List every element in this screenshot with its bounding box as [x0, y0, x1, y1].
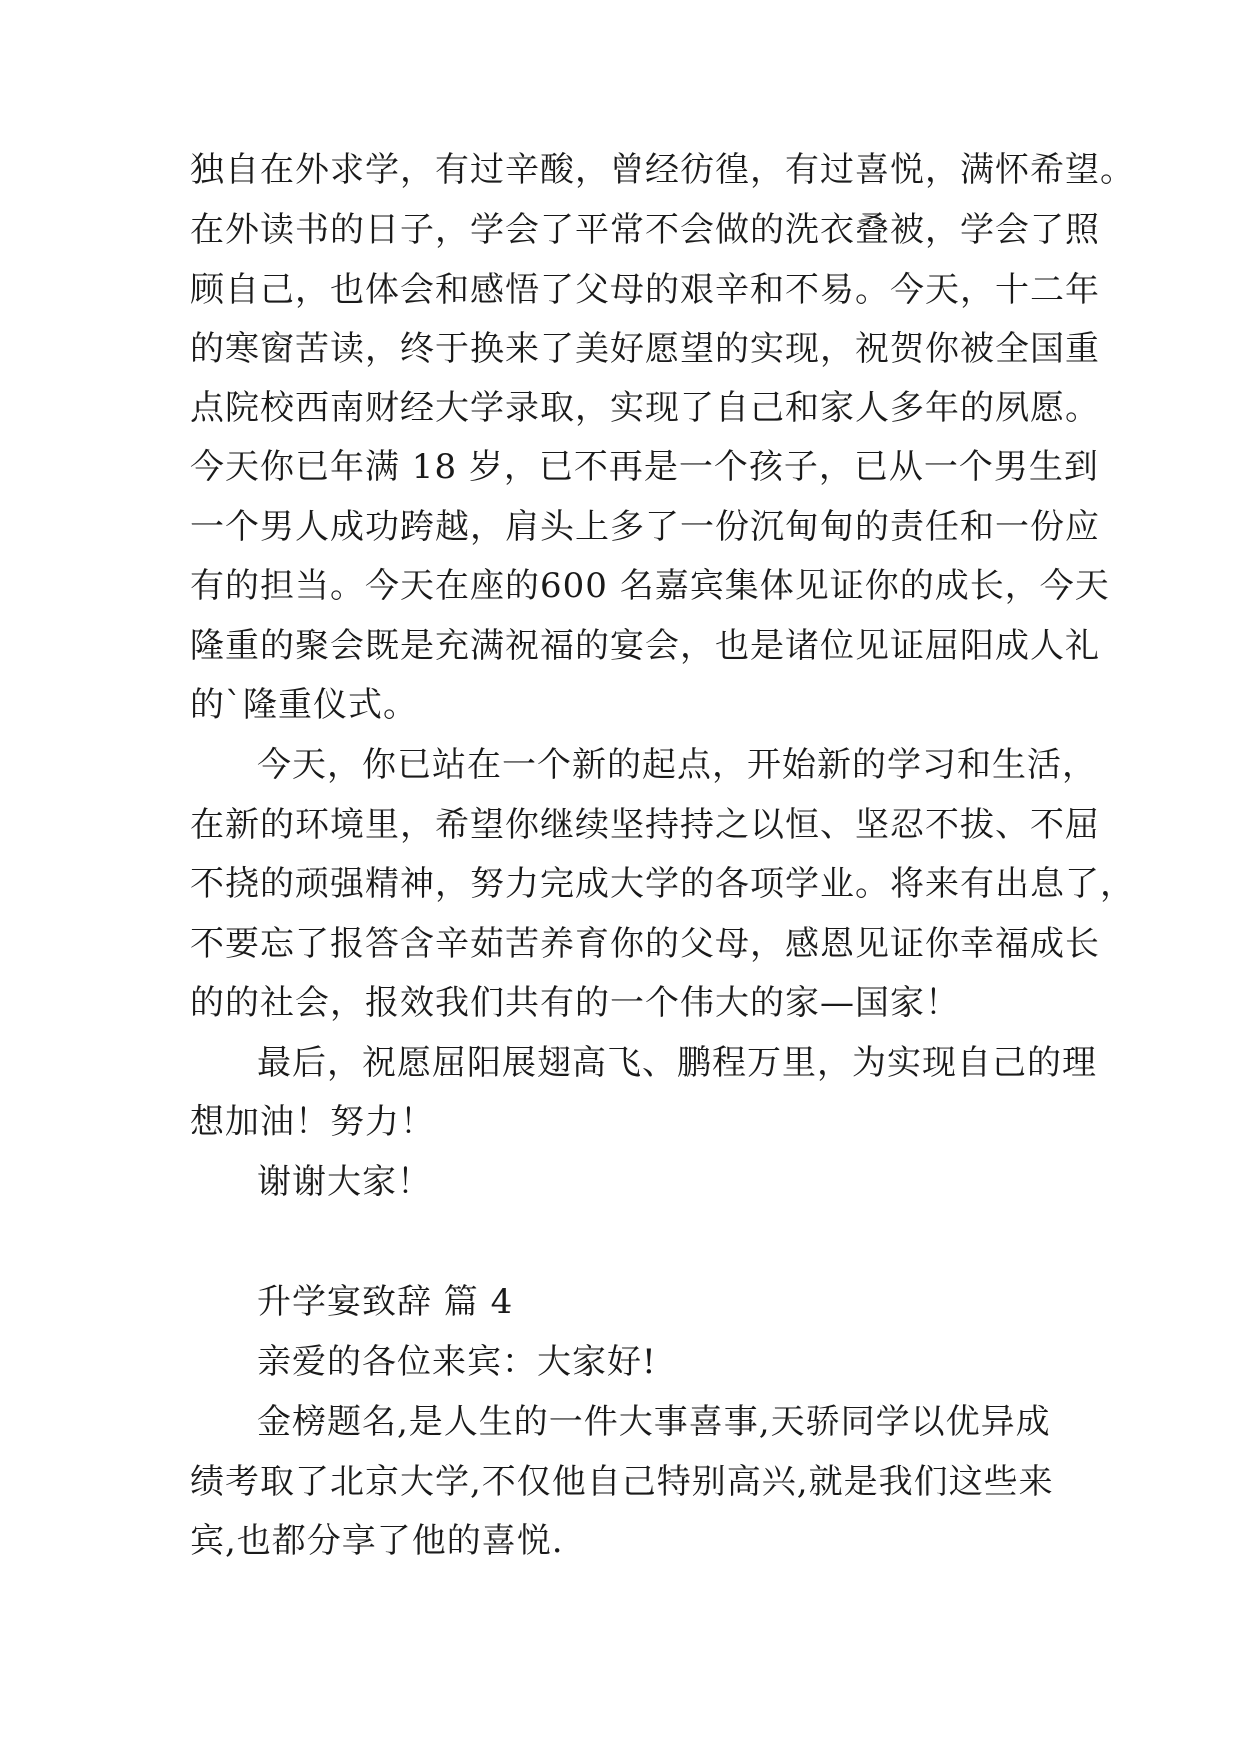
text-line: 绩考取了北京大学,不仅他自己特别高兴,就是我们这些来	[190, 1462, 1054, 1502]
text-line: 有的担当。今天在座的600 名嘉宾集体见证你的成长，今天	[190, 566, 1110, 606]
text-line: 今天，你已站在一个新的起点，开始新的学习和生活，	[257, 745, 1097, 785]
text-line: 宾,也都分享了他的喜悦.	[190, 1521, 564, 1561]
text-line: 金榜题名,是人生的一件大事喜事,天骄同学以优异成	[257, 1402, 1051, 1442]
text-line: 点院校西南财经大学录取，实现了自己和家人多年的夙愿。	[190, 388, 1100, 428]
text-line: 隆重的聚会既是充满祝福的宴会，也是诸位见证屈阳成人礼	[190, 626, 1100, 666]
text-line: 的寒窗苦读，终于换来了美好愿望的实现，祝贺你被全国重	[190, 329, 1100, 369]
text-line: 一个男人成功跨越，肩头上多了一份沉甸甸的责任和一份应	[190, 507, 1100, 547]
text-line: 在外读书的日子，学会了平常不会做的洗衣叠被，学会了照	[190, 210, 1100, 250]
text-line: 在新的环境里，希望你继续坚持持之以恒、坚忍不拔、不屈	[190, 805, 1100, 845]
text-line: 顾自己，也体会和感悟了父母的艰辛和不易。今天，十二年	[190, 270, 1100, 310]
salutation: 亲爱的各位来宾：大家好!	[257, 1342, 657, 1382]
text-line: 的`隆重仪式。	[190, 685, 418, 725]
text-line: 谢谢大家！	[257, 1162, 432, 1202]
text-line: 今天你已年满 18 岁，已不再是一个孩子，已从一个男生到	[190, 447, 1099, 487]
text-line: 想加油！努力！	[190, 1102, 435, 1142]
text-line: 独自在外求学，有过辛酸，曾经彷徨，有过喜悦，满怀希望。	[190, 150, 1135, 190]
text-line: 不要忘了报答含辛茹苦养育你的父母，感恩见证你幸福成长	[190, 924, 1100, 964]
text-line: 不挠的顽强精神，努力完成大学的各项学业。将来有出息了，	[190, 864, 1135, 904]
text-line: 的的社会，报效我们共有的一个伟大的家—国家！	[190, 983, 960, 1023]
section-heading: 升学宴致辞 篇 4	[257, 1282, 514, 1322]
text-line: 最后，祝愿屈阳展翅高飞、鹏程万里，为实现自己的理	[257, 1043, 1097, 1083]
